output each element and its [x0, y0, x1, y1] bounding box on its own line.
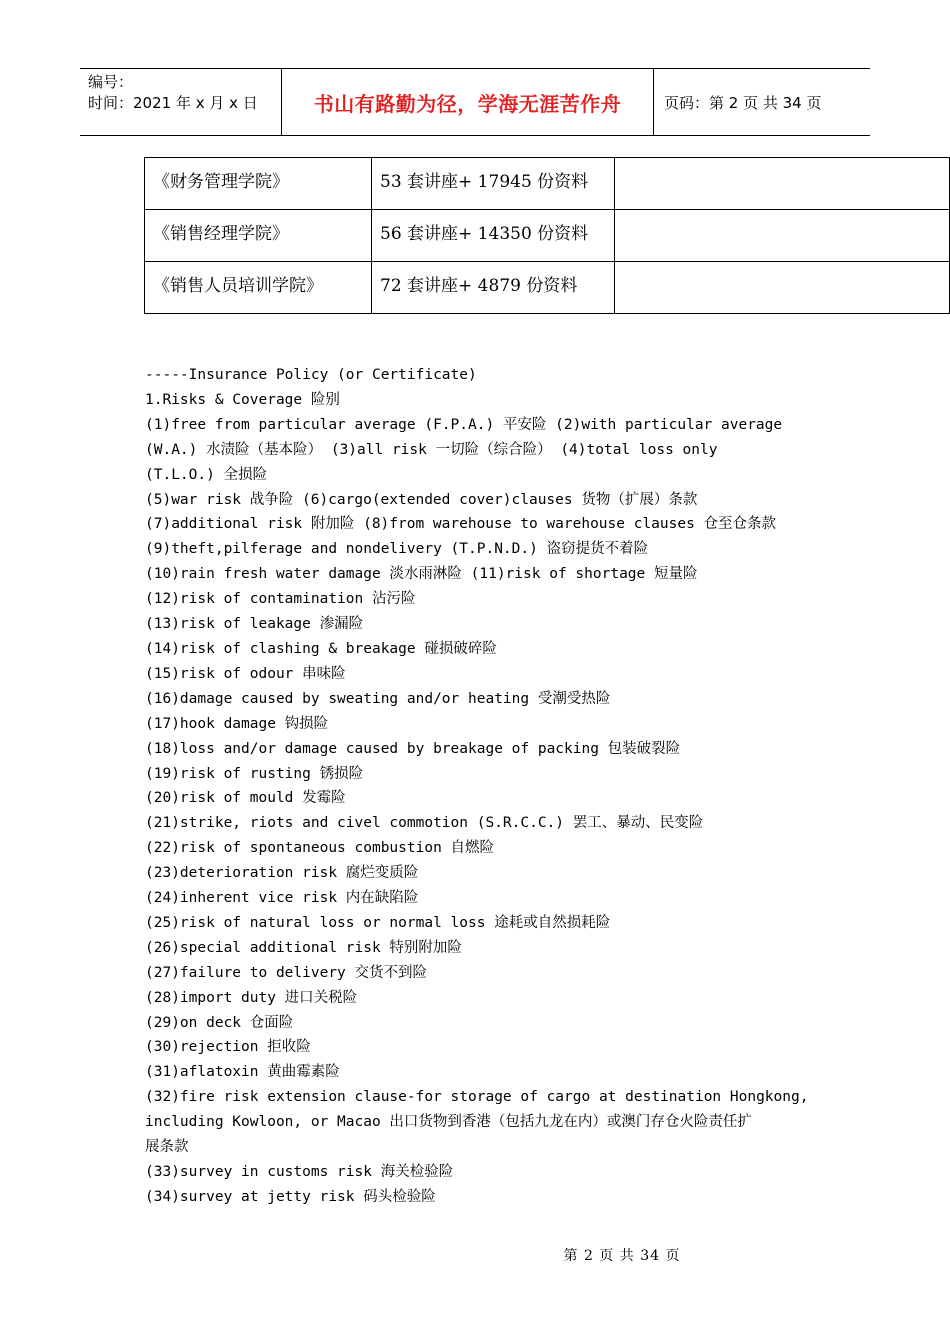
list-item: (17)hook damage 钩损险: [145, 715, 329, 732]
list-item: (19)risk of rusting 锈损险: [145, 765, 364, 782]
table-cell-note: [615, 158, 950, 210]
list-item: (10)rain fresh water damage 淡水雨淋险 (11)risk of shortage 短量险: [145, 566, 698, 583]
table-cell-note: [615, 210, 950, 262]
table-cell-name: 《财务管理学院》: [145, 158, 372, 210]
list-item: (31)aflatoxin 黄曲霉素险: [145, 1064, 340, 1081]
list-item: (30)rejection 拒收险: [145, 1039, 311, 1056]
list-item: (32)fire risk extension clause-for storage of cargo at destination Hongkong,: [145, 1089, 809, 1106]
table-row: [145, 158, 950, 210]
list-item: (33)survey in customs risk 海关检验险: [145, 1164, 454, 1180]
list-item: (1)free from particular average (F.P.A.) 平安险 (2)with particular average: [145, 416, 783, 433]
page-footer: 第 2 页 共 34 页: [563, 1248, 681, 1264]
list-item: (14)risk of clashing & breakage 碰损破碎险: [145, 640, 497, 657]
header-meta: [80, 69, 282, 135]
table-cell-name: 《销售人员培训学院》: [145, 262, 372, 314]
list-item: (29)on deck 仓面险: [145, 1014, 294, 1031]
header-date: 时间：2021 年 x 月 x 日: [88, 94, 258, 112]
resource-table: [144, 157, 950, 314]
list-item: including Kowloon, or Macao 出口货物到香港（包括九龙在内）或澳门存仓火险责任扩: [145, 1114, 752, 1131]
list-item: (25)risk of natural loss or normal loss 途耗或自然损耗险: [145, 914, 611, 931]
list-item: (27)failure to delivery 交货不到险: [145, 964, 428, 981]
list-item: (23)deterioration risk 腐烂变质险: [145, 865, 419, 882]
list-item: (34)survey at jetty risk 码头检验险: [145, 1188, 436, 1205]
list-item: (21)strike, riots and civel commotion (S.R.C.C.) 罢工、暴动、民变险: [145, 815, 704, 832]
table-cell-note: [615, 262, 950, 314]
list-item: -----Insurance Policy (or Certificate): [145, 367, 477, 383]
page-header: [80, 68, 870, 136]
table-cell-content: 56 套讲座+ 14350 份资料: [372, 210, 615, 262]
list-item: (T.L.O.) 全损险: [145, 466, 268, 483]
list-item: (24)inherent vice risk 内在缺陷险: [145, 890, 419, 907]
list-item: (13)risk of leakage 渗漏险: [145, 616, 364, 633]
insurance-risk-list: [145, 363, 935, 1210]
list-item: (26)special additional risk 特别附加险: [145, 939, 462, 956]
list-item: (7)additional risk 附加险 (8)from warehouse to warehouse clauses 仓至仓条款: [145, 516, 777, 533]
table-row: [145, 262, 950, 314]
header-page-number: 页码：第 2 页 共 34 页: [664, 93, 822, 112]
list-item: (W.A.) 水渍险（基本险） (3)all risk 一切险（综合险） (4)total loss only: [145, 441, 718, 458]
list-item: (16)damage caused by sweating and/or heating 受潮受热险: [145, 690, 611, 707]
list-item: 1.Risks & Coverage 险别: [145, 391, 340, 408]
list-item: (18)loss and/or damage caused by breakage of packing 包装破裂险: [145, 740, 681, 757]
list-item: (15)risk of odour 串味险: [145, 665, 346, 682]
table-cell-content: 53 套讲座+ 17945 份资料: [372, 158, 615, 210]
header-number: 编号：: [88, 73, 134, 91]
table-cell-name: 《销售经理学院》: [145, 210, 372, 262]
table-cell-content: 72 套讲座+ 4879 份资料: [372, 262, 615, 314]
table-row: [145, 210, 950, 262]
header-motto: 书山有路勤为径，学海无涯苦作舟: [282, 69, 654, 135]
list-item: (22)risk of spontaneous combustion 自燃险: [145, 840, 495, 857]
list-item: (9)theft,pilferage and nondelivery (T.P.N.D.) 盗窃提货不着险: [145, 541, 649, 558]
list-item: (5)war risk 战争险 (6)cargo(extended cover)clauses 货物（扩展）条款: [145, 491, 698, 508]
list-item: (20)risk of mould 发霉险: [145, 790, 346, 807]
list-item: (28)import duty 进口关税险: [145, 989, 358, 1006]
list-item: 展条款: [145, 1139, 189, 1156]
list-item: (12)risk of contamination 沾污险: [145, 591, 416, 608]
